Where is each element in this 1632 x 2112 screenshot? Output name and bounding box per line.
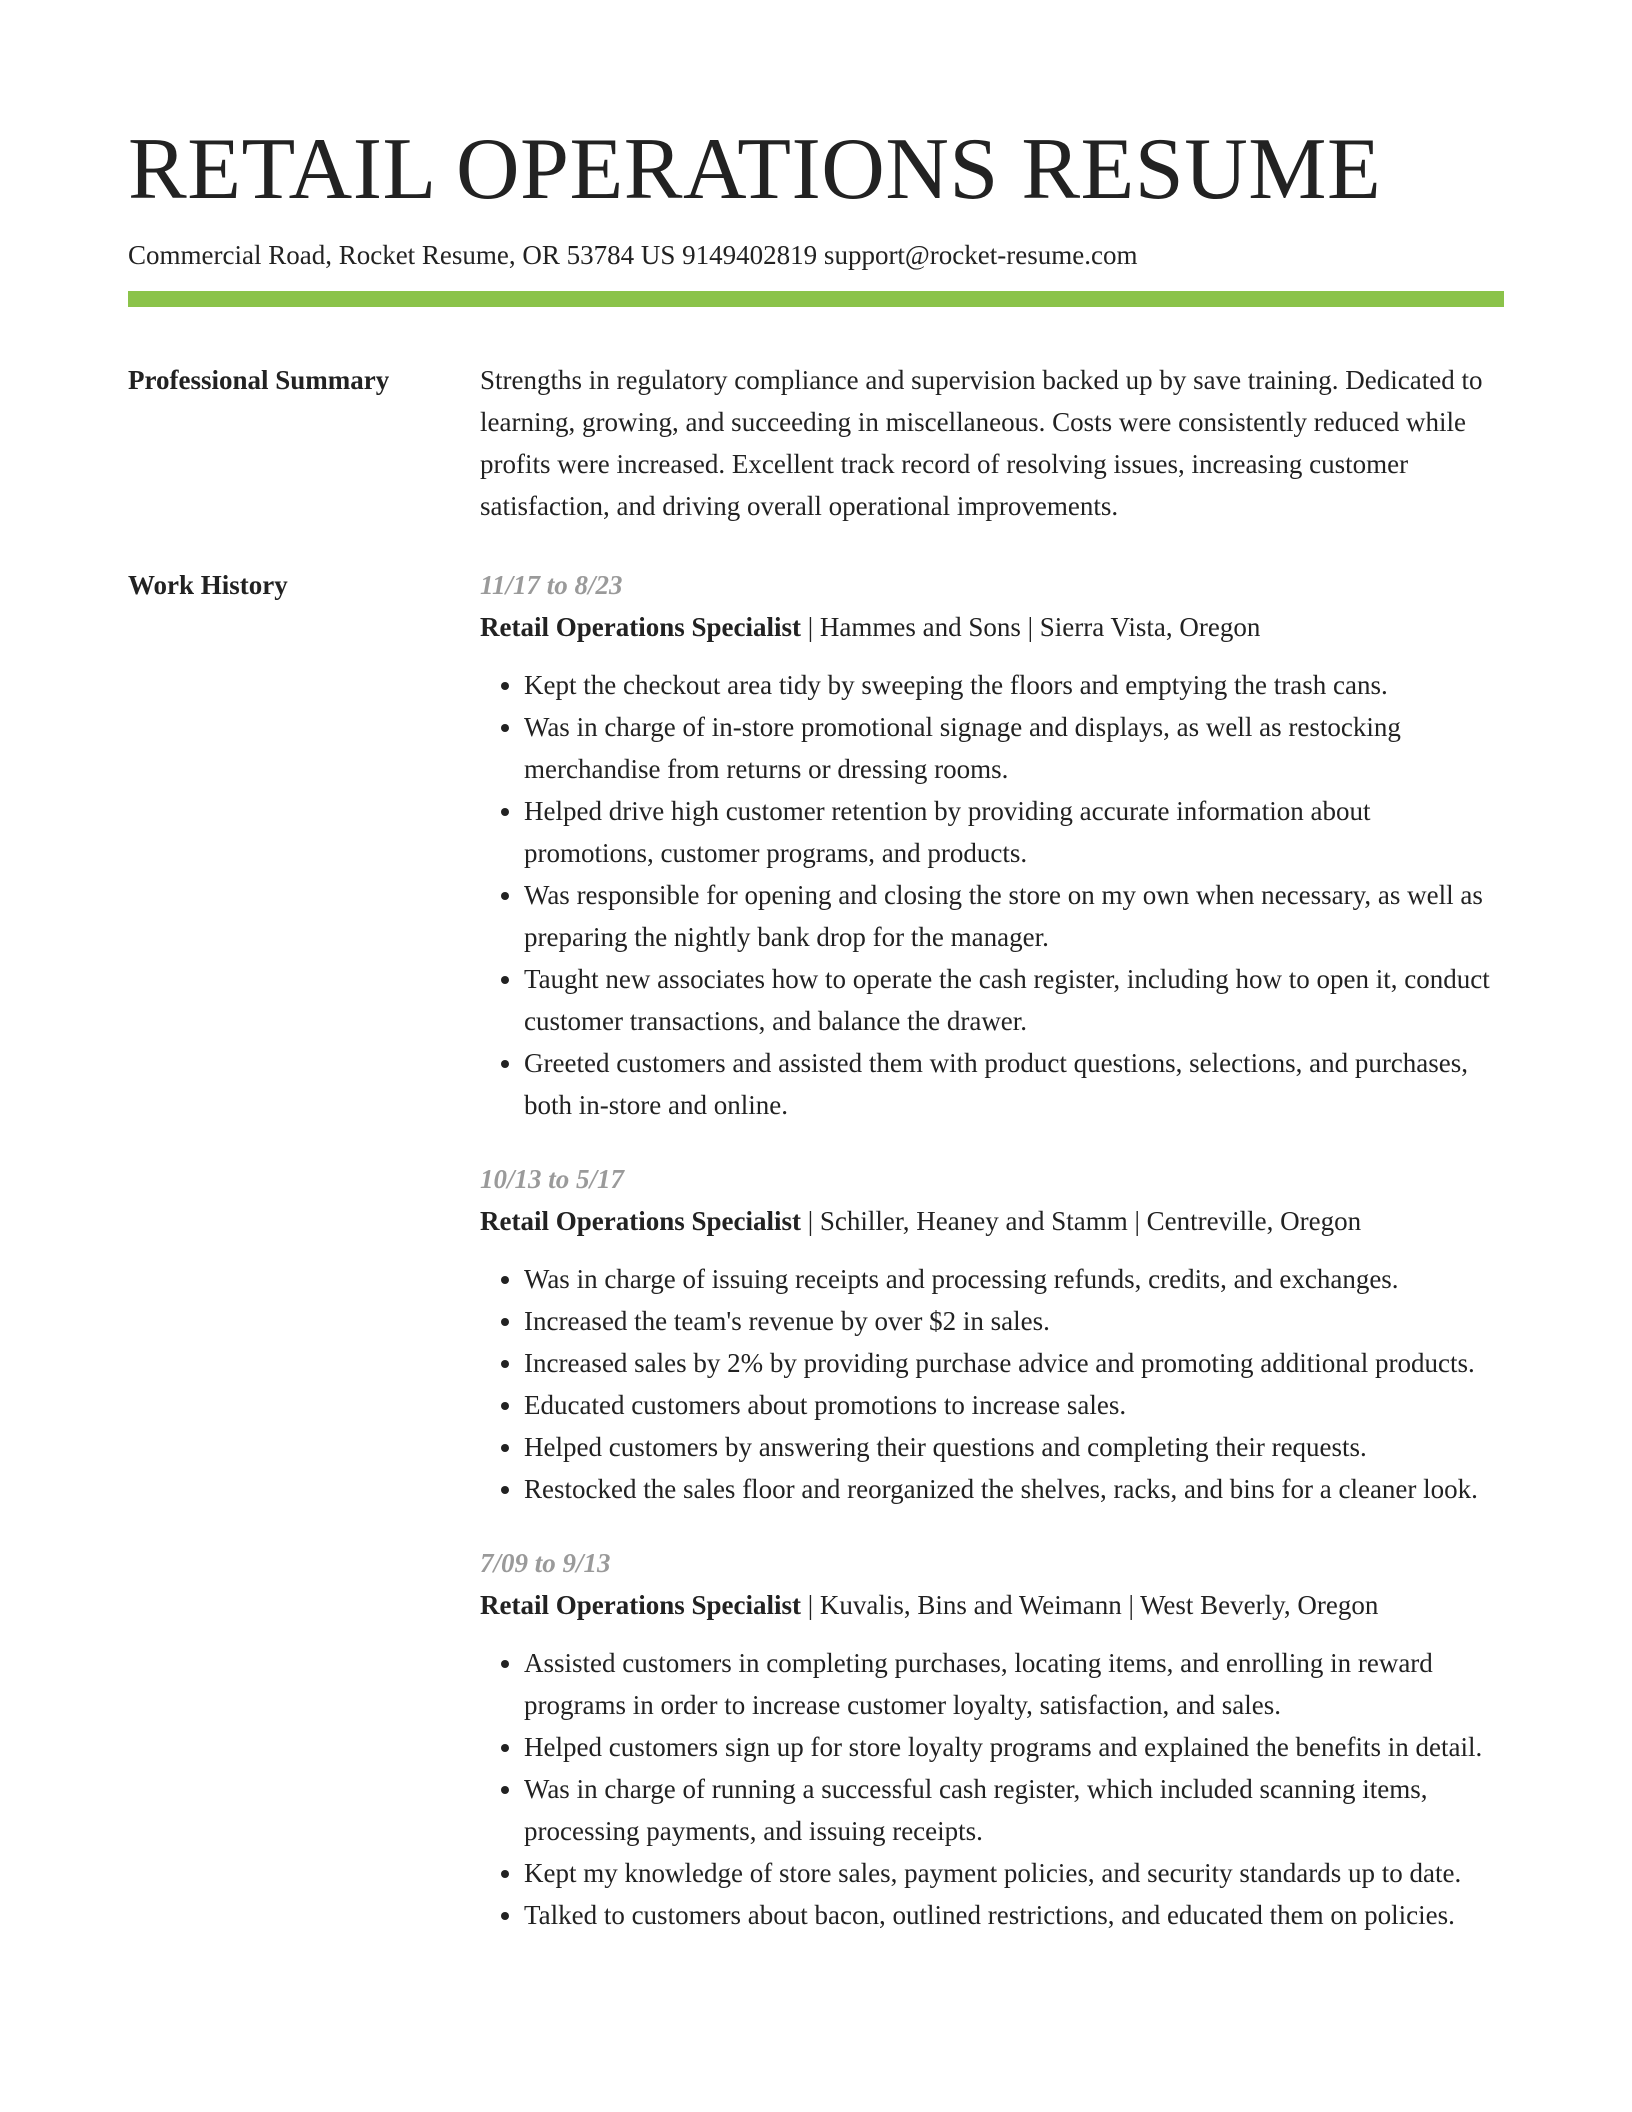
job-bullet: • Was responsible for opening and closing the store on my own when necessary, as well as preparing the nightly bank drop for the manager.: [524, 874, 1504, 958]
resume-title: RETAIL OPERATIONS RESUME: [128, 121, 1382, 218]
section-label-work-history: Work History: [128, 570, 288, 600]
accent-divider: [128, 291, 1504, 307]
job-bullet-list: [480, 1642, 1504, 1936]
job-bullet: • Greeted customers and assisted them with product questions, selections, and purchases, both in-store and online.: [524, 1042, 1504, 1126]
job-entry: [480, 1542, 1504, 1936]
job-bullet: • Educated customers about promotions to increase sales.: [524, 1384, 1504, 1426]
job-title: Retail Operations Specialist: [480, 612, 801, 642]
job-bullet: • Was in charge of running a successful cash register, which included scanning items, processing payments, and issuing receipts.: [524, 1768, 1504, 1852]
section-body-work-history: [480, 564, 1504, 1936]
job-title: Retail Operations Specialist: [480, 1206, 801, 1236]
job-bullet-list: [480, 664, 1504, 1126]
job-bullet-list: [480, 1258, 1504, 1510]
job-dates: 10/13 to 5/17: [480, 1164, 625, 1194]
job-bullet: • Increased sales by 2% by providing purchase advice and promoting additional products.: [524, 1342, 1504, 1384]
job-dates: 7/09 to 9/13: [480, 1548, 611, 1578]
job-dates: 11/17 to 8/23: [480, 570, 623, 600]
job-bullet: • Talked to customers about bacon, outlined restrictions, and educated them on policies.: [524, 1894, 1504, 1936]
job-bullet: • Restocked the sales floor and reorganized the shelves, racks, and bins for a cleaner look.: [524, 1468, 1504, 1510]
job-bullet: • Was in charge of issuing receipts and processing refunds, credits, and exchanges.: [524, 1258, 1504, 1300]
job-heading: [480, 1584, 1504, 1626]
job-bullet: • Kept my knowledge of store sales, payment policies, and security standards up to date.: [524, 1852, 1504, 1894]
section-label-professional-summary: Professional Summary: [128, 365, 390, 395]
job-bullet: • Helped customers by answering their questions and completing their requests.: [524, 1426, 1504, 1468]
job-details: | Schiller, Heaney and Stamm | Centreville, Oregon: [800, 1206, 1362, 1236]
professional-summary-section: [128, 359, 1504, 527]
job-bullet: • Kept the checkout area tidy by sweeping the floors and emptying the trash cans.: [524, 664, 1504, 706]
section-body-professional-summary: [480, 359, 1504, 527]
job-bullet: • Helped customers sign up for store loyalty programs and explained the benefits in detail.: [524, 1726, 1504, 1768]
summary-text: Strengths in regulatory compliance and supervision backed up by save training. Dedicated to learning, growing, and succeeding in miscellaneous. Costs were consistently reduced while profits were increased. Excellent track record of resolving issues, increasing customer satisfaction, and driving overall operational improvements.: [480, 365, 1483, 521]
job-details: | Kuvalis, Bins and Weimann | West Beverly, Oregon: [800, 1590, 1379, 1620]
job-heading: [480, 606, 1504, 648]
job-bullet: • Assisted customers in completing purchases, locating items, and enrolling in reward programs in order to increase customer loyalty, satisfaction, and sales.: [524, 1642, 1504, 1726]
job-bullet: • Was in charge of in-store promotional signage and displays, as well as restocking merchandise from returns or dressing rooms.: [524, 706, 1504, 790]
contact-line: Commercial Road, Rocket Resume, OR 53784 US 9149402819 support@rocket-resume.com: [128, 240, 1138, 270]
job-entry: [480, 564, 1504, 1126]
job-bullet: • Helped drive high customer retention by providing accurate information about promotions, customer programs, and products.: [524, 790, 1504, 874]
job-details: | Hammes and Sons | Sierra Vista, Oregon: [800, 612, 1261, 642]
job-title: Retail Operations Specialist: [480, 1590, 801, 1620]
job-bullet: • Taught new associates how to operate the cash register, including how to open it, conduct customer transactions, and balance the drawer.: [524, 958, 1504, 1042]
job-heading: [480, 1200, 1504, 1242]
resume-page: [128, 120, 1504, 1936]
work-history-section: [128, 564, 1504, 1936]
job-entry: [480, 1158, 1504, 1510]
job-bullet: • Increased the team's revenue by over $2 in sales.: [524, 1300, 1504, 1342]
